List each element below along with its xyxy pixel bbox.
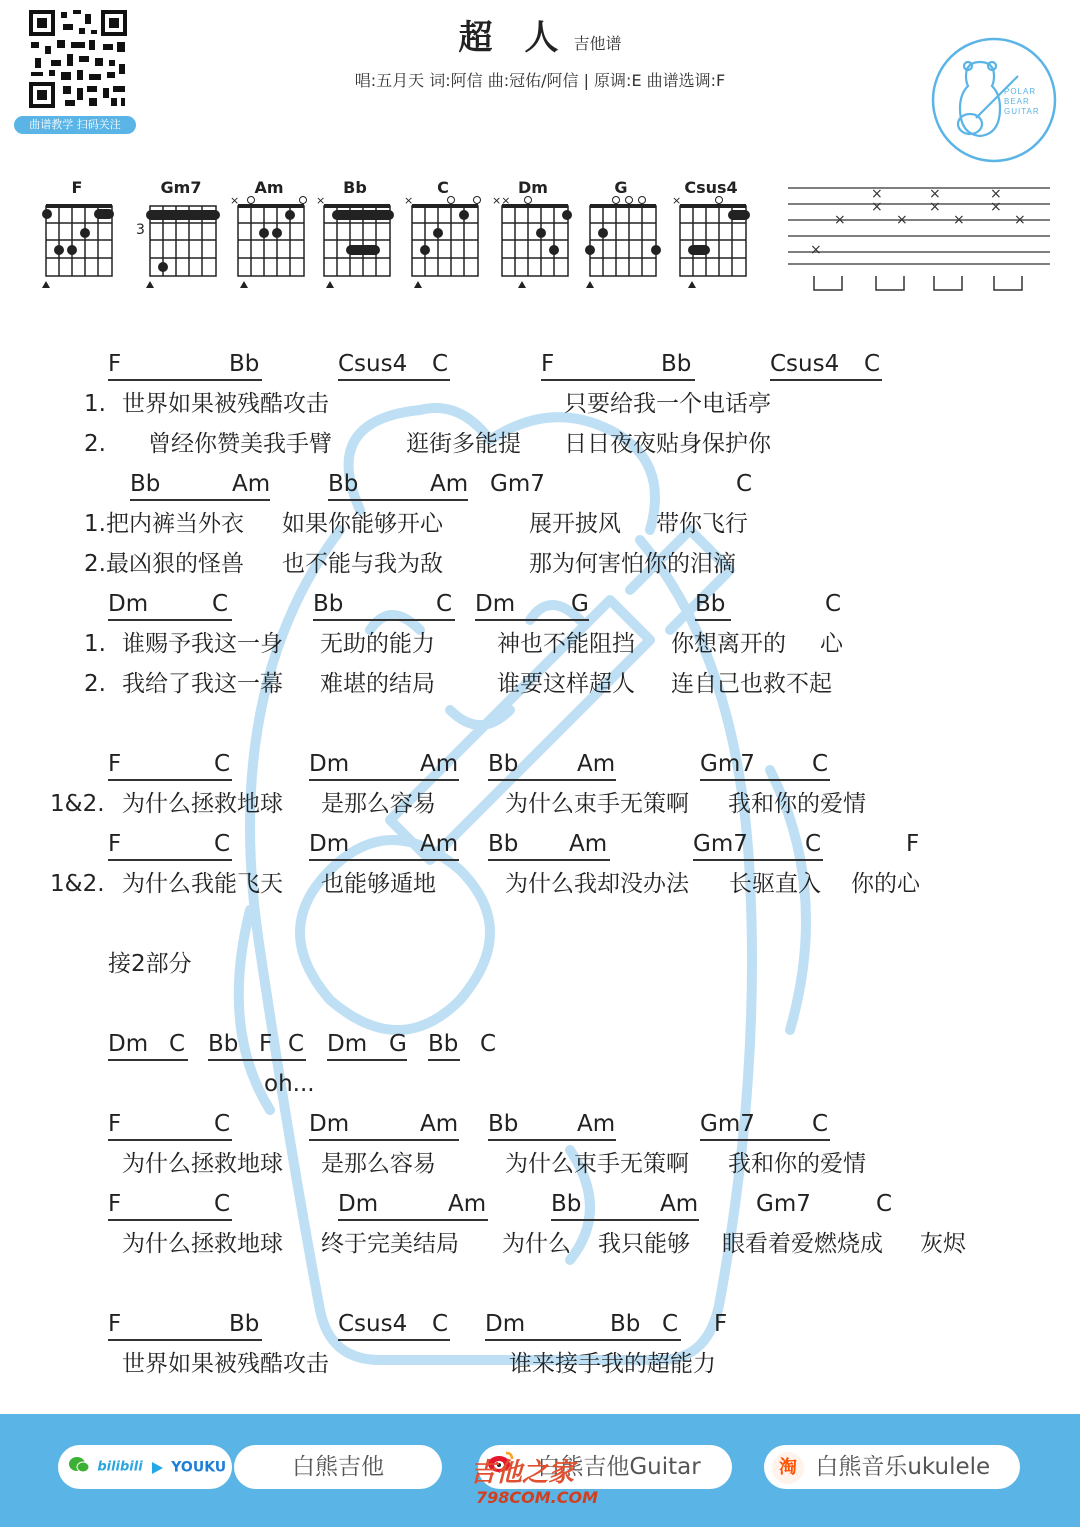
lyric-phrase: 只要给我一个电话亭 [564, 391, 771, 417]
lyric-phrase: 无助的能力 [320, 631, 435, 657]
svg-text:×: × [953, 212, 965, 228]
lyric-line [0, 1350, 1080, 1386]
chord-label: C [480, 1031, 497, 1057]
svg-text:×: × [990, 186, 1002, 202]
chord-label: Gm7 [700, 1111, 755, 1137]
chord-label: Am [660, 1191, 699, 1217]
chord-name: Dm [518, 178, 548, 197]
lyric-phrase: 长驱直入 [729, 871, 821, 897]
lyric-line [0, 430, 1080, 466]
chord-label: Dm [309, 831, 350, 857]
chord-label: Bb [313, 591, 344, 617]
lyric-line [0, 1070, 1080, 1106]
chord-label: C [214, 1191, 231, 1217]
taobao-icon: 淘 [772, 1452, 804, 1484]
svg-text:×: × [1014, 212, 1026, 228]
lyric-phrase: 如果你能够开心 [282, 511, 443, 537]
chord-label: Dm [475, 591, 516, 617]
svg-text:×: × [871, 186, 883, 202]
chord-label: F [714, 1311, 728, 1337]
chord-label: Gm7 [490, 471, 545, 497]
chord-line [0, 1110, 1080, 1146]
chord-name: Bb [343, 178, 367, 197]
lyric-phrase: 为什么拯救地球 [122, 1231, 283, 1257]
lyric-phrase: 日日夜夜贴身保护你 [564, 431, 771, 457]
site-watermark-text: 吉他之家 [470, 1458, 575, 1488]
chord-label: Gm7 [756, 1191, 811, 1217]
chord-label: Bb [488, 831, 519, 857]
wechat-icon [68, 1446, 90, 1490]
chord-label: Bb [229, 1311, 260, 1337]
chord-label: Am [420, 751, 459, 777]
lyric-line [0, 390, 1080, 426]
chord-label: G [389, 1031, 407, 1057]
lyric-phrase: 为什么束手无策啊 [505, 791, 689, 817]
lyric-phrase: 我和你的爱情 [728, 791, 866, 817]
chord-label: Am [420, 1111, 459, 1137]
lyric-phrase: oh... [264, 1071, 315, 1097]
chord-name: G [614, 178, 628, 197]
lyric-phrase: 世界如果被残酷攻击 [122, 391, 329, 417]
lyric-phrase: 眼看着爱燃烧成 [722, 1231, 883, 1257]
chord-label: Am [569, 831, 608, 857]
account-pill-1[interactable] [234, 1445, 442, 1489]
account-name: 白熊吉他Guitar [537, 1454, 701, 1480]
chord-label: Bb [428, 1031, 459, 1057]
chord-label: C [169, 1031, 186, 1057]
lyric-line [0, 510, 1080, 546]
chord-label: Dm [108, 1031, 149, 1057]
chord-label: C [432, 1311, 449, 1337]
chord-label: F [108, 1191, 122, 1217]
lyric-phrase: 终于完美结局 [321, 1231, 459, 1257]
chord-label: C [212, 591, 229, 617]
lyric-phrase: 为什么拯救地球 [122, 791, 283, 817]
lyric-phrase: 1.把内裤当外衣 [84, 511, 244, 537]
lyric-phrase: 为什么束手无策啊 [505, 1151, 689, 1177]
lyric-phrase: 2.最凶狠的怪兽 [84, 551, 244, 577]
chord-label: C [214, 1111, 231, 1137]
chord-label: Dm [108, 591, 149, 617]
svg-text:×: × [871, 199, 883, 215]
chord-diagram-c [404, 178, 482, 290]
chord-label: C [812, 1111, 829, 1137]
chord-label: C [436, 591, 453, 617]
lyric-phrase: 为什么拯救地球 [122, 1151, 283, 1177]
chord-label: C [864, 351, 881, 377]
svg-text:×: × [230, 194, 240, 207]
logo-line-2: BEAR [1004, 97, 1030, 106]
youku-logo: YOUKU [171, 1459, 227, 1476]
chord-label: Dm [485, 1311, 526, 1337]
site-watermark-url: 798COM.COM [476, 1488, 599, 1507]
svg-text:××: ×× [492, 194, 511, 207]
svg-text:×: × [896, 212, 908, 228]
chord-label: Bb [208, 1031, 239, 1057]
lyric-phrase: 为什么我能飞天 [122, 871, 283, 897]
chord-label: F [108, 751, 122, 777]
chord-name: F [71, 178, 83, 197]
chord-label: Bb [488, 751, 519, 777]
lyric-phrase: 为什么我却没办法 [505, 871, 689, 897]
lyric-phrase: 我只能够 [598, 1231, 690, 1257]
chord-line [0, 350, 1080, 386]
chord-label: F [906, 831, 920, 857]
lyric-line [0, 1230, 1080, 1266]
chord-label: C [214, 751, 231, 777]
lyric-phrase: 谁要这样超人 [497, 671, 635, 697]
chord-label: Gm7 [700, 751, 755, 777]
lyric-phrase: 谁来接手我的超能力 [509, 1351, 716, 1377]
chord-label: Dm [327, 1031, 368, 1057]
logo-line-1: POLAR [1004, 87, 1037, 96]
lyric-phrase: 我和你的爱情 [728, 1151, 866, 1177]
chord-label: F [108, 351, 122, 377]
chord-label: C [805, 831, 822, 857]
lyric-phrase: 神也不能阻挡 [497, 631, 635, 657]
chord-label: C [736, 471, 753, 497]
lyric-phrase: 心 [820, 631, 843, 657]
song-title [0, 10, 1080, 59]
song-credits: 唱:五月天 词:阿信 曲:冠佑/阿信 | 原调:E 曲谱选调:F [354, 71, 726, 90]
chord-line [0, 1030, 1080, 1066]
chord-label: F [541, 351, 555, 377]
chord-label: Bb [229, 351, 260, 377]
lyric-phrase: 你的心 [851, 871, 920, 897]
chord-label: Am [430, 471, 469, 497]
chord-label: Dm [309, 751, 350, 777]
chord-label: C [812, 751, 829, 777]
lyric-line [0, 870, 1080, 906]
bilibili-logo: bilibili [97, 1459, 143, 1475]
chord-line [0, 590, 1080, 626]
svg-text:×: × [672, 194, 682, 207]
chord-diagram-bb [316, 178, 394, 290]
chord-label: Bb [488, 1111, 519, 1137]
chord-label: Bb [661, 351, 692, 377]
site-watermark [470, 1452, 630, 1512]
chord-line [0, 470, 1080, 506]
chord-label: Dm [309, 1111, 350, 1137]
chord-label: Csus4 [338, 1311, 408, 1337]
chord-label: C [432, 351, 449, 377]
chord-label: F [259, 1031, 273, 1057]
svg-text:×: × [316, 194, 326, 207]
verse-number: 2. [84, 431, 106, 457]
lyric-phrase: 连自己也救不起 [671, 671, 832, 697]
chord-label: Bb [328, 471, 359, 497]
title-suffix: 吉他谱 [573, 34, 622, 53]
taobao-pill[interactable] [764, 1445, 1020, 1489]
title-text: 超 人 [458, 18, 569, 58]
polar-bear-guitar-logo [930, 36, 1058, 164]
chord-label: Bb [551, 1191, 582, 1217]
svg-text:×: × [834, 212, 846, 228]
chord-label: G [571, 591, 589, 617]
chord-diagram-dm [494, 178, 572, 290]
lyric-phrase: 曾经你赞美我手臂 [148, 431, 332, 457]
chord-name: Am [254, 178, 284, 197]
qr-caption: 曲谱教学 扫码关注 [14, 116, 136, 134]
chord-label: Csus4 [338, 351, 408, 377]
verse-number: 1. [84, 631, 106, 657]
lyric-phrase: 为什么 [502, 1231, 571, 1257]
svg-text:×: × [810, 242, 822, 258]
lyric-phrase: 也不能与我为敌 [282, 551, 443, 577]
svg-text:×: × [929, 199, 941, 215]
chord-label: C [825, 591, 842, 617]
chord-diagram-f [38, 178, 116, 290]
lyric-phrase: 是那么容易 [321, 1151, 436, 1177]
chord-label: Dm [338, 1191, 379, 1217]
svg-text:×: × [929, 186, 941, 202]
chord-label: C [288, 1031, 305, 1057]
lyric-line [0, 550, 1080, 586]
logo-line-3: GUITAR [1004, 107, 1040, 116]
chord-label: C [876, 1191, 893, 1217]
account-name: 白熊吉他 [292, 1454, 384, 1480]
lyric-phrase: 也能够遁地 [321, 871, 436, 897]
svg-text:×: × [404, 194, 414, 207]
chord-line [0, 830, 1080, 866]
chord-label: F [108, 1111, 122, 1137]
chord-label: Am [420, 831, 459, 857]
chord-name: Gm7 [160, 178, 202, 197]
lyric-line [0, 1150, 1080, 1186]
verse-number: 1&2. [50, 791, 105, 817]
chord-diagram-g [582, 178, 660, 290]
chord-line [0, 1310, 1080, 1346]
lyric-phrase: 谁赐予我这一身 [122, 631, 283, 657]
youku-play-icon [150, 1446, 164, 1490]
chord-label: Gm7 [693, 831, 748, 857]
lyric-phrase: 难堪的结局 [320, 671, 435, 697]
fret-number: 3 [136, 222, 145, 238]
chord-diagram-am [230, 178, 308, 290]
chord-diagram-gm7 [136, 178, 220, 290]
lyric-line [0, 630, 1080, 666]
lyric-phrase: 展开披风 [529, 511, 621, 537]
lyric-line [0, 790, 1080, 826]
chord-label: Bb [695, 591, 726, 617]
account-name: 白熊音乐ukulele [815, 1454, 991, 1480]
lyric-line [0, 670, 1080, 706]
chord-label: F [108, 831, 122, 857]
verse-number: 1&2. [50, 871, 105, 897]
chord-label: Am [232, 471, 271, 497]
lyric-phrase: 逛街多能提 [406, 431, 521, 457]
chord-label: C [214, 831, 231, 857]
chord-name: Csus4 [684, 178, 738, 197]
chord-label: Am [577, 751, 616, 777]
verse-number: 1. [84, 391, 106, 417]
lyric-phrase: 灰烬 [920, 1231, 966, 1257]
lyric-phrase: 你想离开的 [671, 631, 786, 657]
lyric-phrase: 那为何害怕你的泪滴 [529, 551, 736, 577]
chord-diagram-csus4 [672, 178, 750, 290]
lyric-phrase: 带你飞行 [656, 511, 748, 537]
chord-label: F [108, 1311, 122, 1337]
verse-number: 2. [84, 671, 106, 697]
chord-label: Bb [130, 471, 161, 497]
lyric-phrase: 世界如果被残酷攻击 [122, 1351, 329, 1377]
chord-line [0, 1190, 1080, 1226]
chord-label: C [662, 1311, 679, 1337]
chord-line [0, 750, 1080, 786]
chord-label: Am [577, 1111, 616, 1137]
strum-pattern [786, 180, 1052, 300]
section-note [0, 950, 1080, 986]
lyric-phrase: 我给了我这一幕 [122, 671, 283, 697]
jump-instruction: 接2部分 [108, 951, 192, 977]
chord-label: Am [448, 1191, 487, 1217]
chord-name: C [437, 178, 449, 197]
video-platforms-pill[interactable] [58, 1445, 232, 1489]
lyric-phrase: 是那么容易 [321, 791, 436, 817]
chord-label: Csus4 [770, 351, 840, 377]
svg-text:×: × [990, 199, 1002, 215]
chord-label: Bb [610, 1311, 641, 1337]
